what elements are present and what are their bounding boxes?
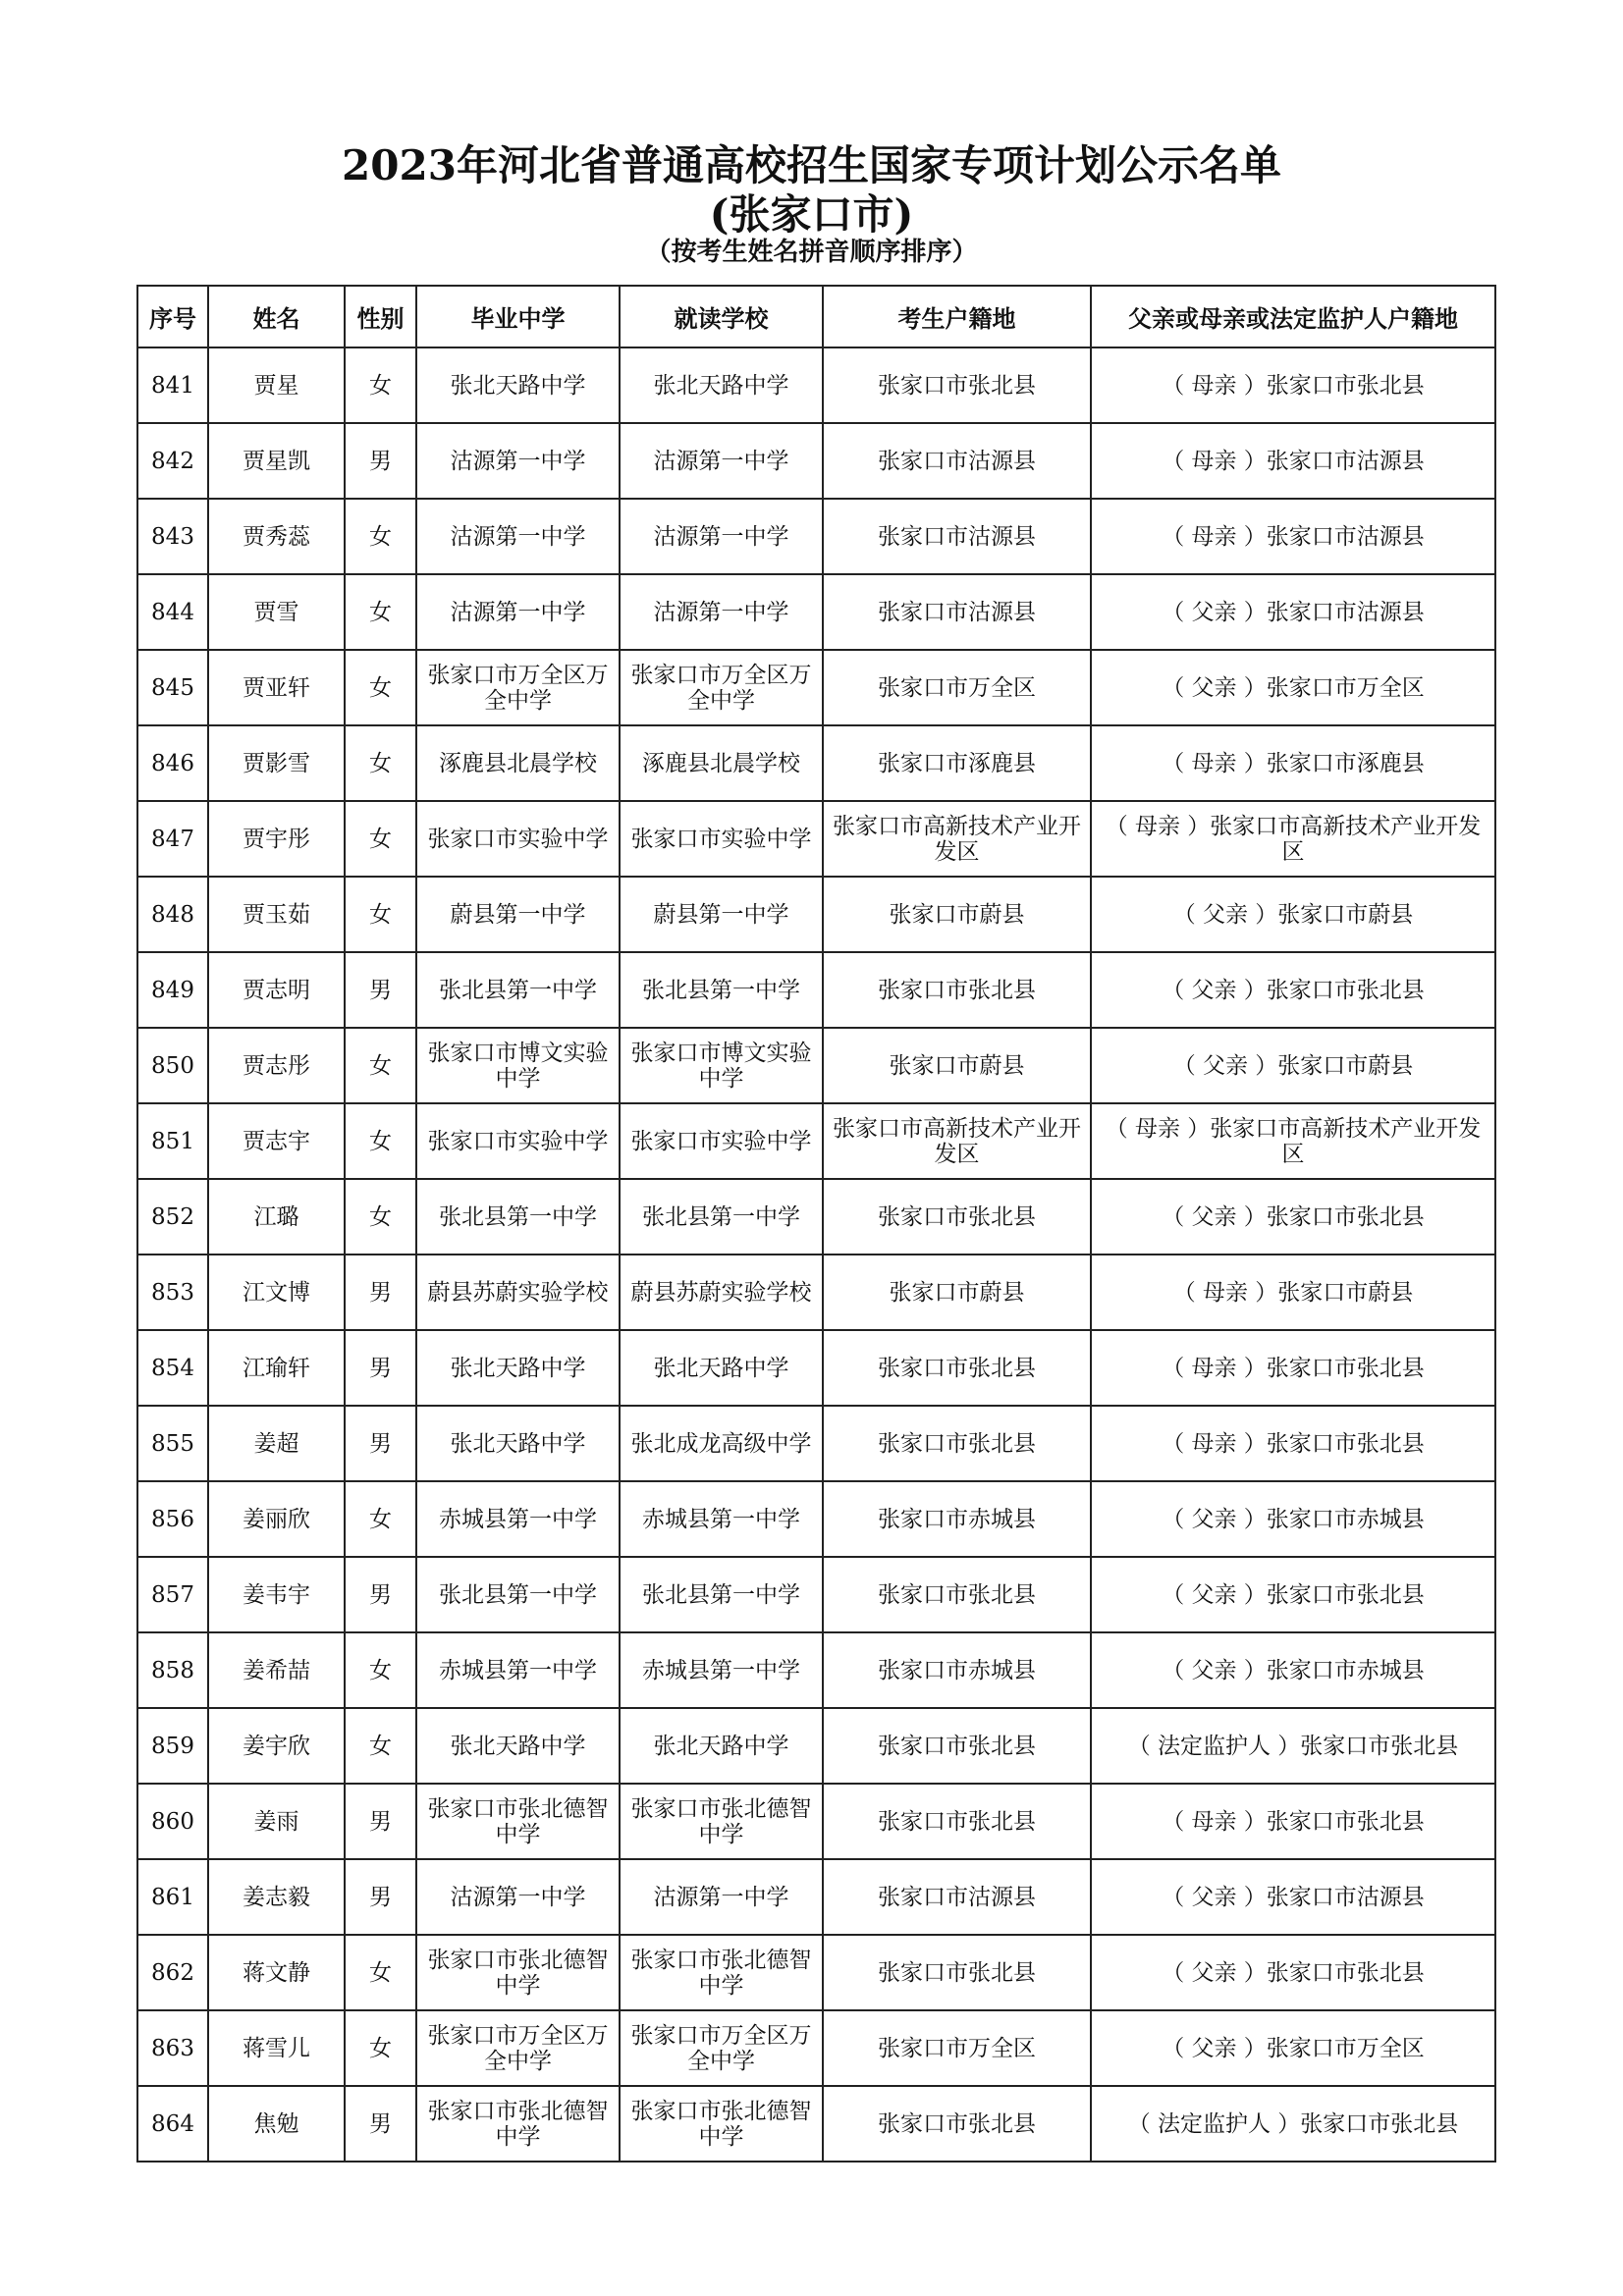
cell-student-household: 张家口市张北县 [823,952,1091,1028]
cell-serial-number: 850 [137,1028,208,1103]
cell-current-school: 张北县第一中学 [620,1179,823,1255]
sort-note: （按考生姓名拼音顺序排序） [645,238,978,267]
cell-current-school: 张家口市万全区万全中学 [620,650,823,725]
cell-serial-number: 858 [137,1632,208,1708]
cell-student-household: 张家口市蔚县 [823,1028,1091,1103]
cell-student-name: 江瑜轩 [208,1330,345,1406]
column-header-current-school: 就读学校 [620,286,823,347]
table-row [137,499,1495,574]
cell-current-school: 张北天路中学 [620,1708,823,1784]
table-row [137,1481,1495,1557]
cell-student-household: 张家口市沽源县 [823,423,1091,499]
cell-student-name: 姜志毅 [208,1859,345,1935]
cell-guardian-household: （ 母亲 ）张家口市高新技术产业开发区 [1091,801,1495,877]
table-row [137,725,1495,801]
cell-graduation-school: 张家口市实验中学 [416,1103,620,1179]
cell-gender: 男 [345,2086,416,2162]
cell-student-household: 张家口市高新技术产业开发区 [823,801,1091,877]
cell-current-school: 蔚县苏蔚实验学校 [620,1255,823,1330]
table-row [137,2086,1495,2162]
cell-current-school: 张北县第一中学 [620,1557,823,1632]
cell-student-household: 张家口市张北县 [823,1708,1091,1784]
table-row [137,1708,1495,1784]
cell-gender: 女 [345,725,416,801]
cell-serial-number: 859 [137,1708,208,1784]
column-header-serial-number: 序号 [137,286,208,347]
cell-serial-number: 857 [137,1557,208,1632]
cell-serial-number: 847 [137,801,208,877]
cell-graduation-school: 张家口市万全区万全中学 [416,650,620,725]
cell-guardian-household: （ 母亲 ）张家口市张北县 [1091,1330,1495,1406]
cell-student-household: 张家口市涿鹿县 [823,725,1091,801]
table-row [137,1935,1495,2010]
cell-serial-number: 855 [137,1406,208,1481]
cell-student-household: 张家口市高新技术产业开发区 [823,1103,1091,1179]
cell-graduation-school: 张北县第一中学 [416,1557,620,1632]
cell-guardian-household: （ 父亲 ）张家口市张北县 [1091,1179,1495,1255]
cell-serial-number: 854 [137,1330,208,1406]
cell-serial-number: 842 [137,423,208,499]
cell-graduation-school: 蔚县苏蔚实验学校 [416,1255,620,1330]
cell-guardian-household: （ 父亲 ）张家口市张北县 [1091,1557,1495,1632]
cell-student-name: 贾星 [208,347,345,423]
cell-graduation-school: 赤城县第一中学 [416,1481,620,1557]
cell-serial-number: 846 [137,725,208,801]
cell-gender: 女 [345,1028,416,1103]
cell-guardian-household: （ 母亲 ）张家口市张北县 [1091,1406,1495,1481]
cell-student-name: 江璐 [208,1179,345,1255]
table-row [137,952,1495,1028]
cell-gender: 男 [345,1255,416,1330]
cell-graduation-school: 沽源第一中学 [416,574,620,650]
cell-graduation-school: 张家口市张北德智中学 [416,1784,620,1859]
table-row [137,1784,1495,1859]
cell-graduation-school: 沽源第一中学 [416,1859,620,1935]
cell-gender: 女 [345,1179,416,1255]
cell-graduation-school: 张家口市实验中学 [416,801,620,877]
cell-guardian-household: （ 母亲 ）张家口市张北县 [1091,1784,1495,1859]
cell-gender: 男 [345,952,416,1028]
cell-student-name: 江文博 [208,1255,345,1330]
cell-gender: 女 [345,1632,416,1708]
cell-student-household: 张家口市万全区 [823,2010,1091,2086]
cell-guardian-household: （ 父亲 ）张家口市蔚县 [1091,1028,1495,1103]
table-row [137,1103,1495,1179]
cell-graduation-school: 沽源第一中学 [416,423,620,499]
cell-student-household: 张家口市蔚县 [823,1255,1091,1330]
table-row [137,1406,1495,1481]
cell-guardian-household: （ 父亲 ）张家口市张北县 [1091,1935,1495,2010]
cell-current-school: 张家口市实验中学 [620,1103,823,1179]
cell-student-name: 姜宇欣 [208,1708,345,1784]
cell-student-household: 张家口市沽源县 [823,574,1091,650]
cell-student-name: 贾星凯 [208,423,345,499]
table-row [137,423,1495,499]
cell-gender: 男 [345,1784,416,1859]
cell-student-household: 张家口市张北县 [823,1557,1091,1632]
cell-serial-number: 852 [137,1179,208,1255]
cell-guardian-household: （ 父亲 ）张家口市万全区 [1091,2010,1495,2086]
cell-student-household: 张家口市张北县 [823,1784,1091,1859]
cell-graduation-school: 张家口市博文实验中学 [416,1028,620,1103]
cell-serial-number: 860 [137,1784,208,1859]
cell-graduation-school: 张北天路中学 [416,1708,620,1784]
cell-student-household: 张家口市张北县 [823,2086,1091,2162]
page-title: 2023年河北省普通高校招生国家专项计划公示名单 [342,141,1281,189]
cell-gender: 男 [345,423,416,499]
cell-gender: 女 [345,1103,416,1179]
cell-student-household: 张家口市沽源县 [823,1859,1091,1935]
table-row [137,1330,1495,1406]
column-header-student-name: 姓名 [208,286,345,347]
cell-guardian-household: （ 父亲 ）张家口市张北县 [1091,952,1495,1028]
cell-student-name: 贾志明 [208,952,345,1028]
cell-student-name: 姜雨 [208,1784,345,1859]
cell-graduation-school: 张北县第一中学 [416,952,620,1028]
table-row [137,1632,1495,1708]
cell-current-school: 张北天路中学 [620,347,823,423]
cell-serial-number: 864 [137,2086,208,2162]
cell-student-household: 张家口市张北县 [823,1330,1091,1406]
cell-graduation-school: 张家口市张北德智中学 [416,2086,620,2162]
cell-serial-number: 856 [137,1481,208,1557]
cell-graduation-school: 张北天路中学 [416,1330,620,1406]
cell-current-school: 张家口市博文实验中学 [620,1028,823,1103]
cell-serial-number: 841 [137,347,208,423]
cell-student-name: 姜超 [208,1406,345,1481]
cell-guardian-household: （ 法定监护人 ）张家口市张北县 [1091,1708,1495,1784]
cell-student-household: 张家口市张北县 [823,347,1091,423]
page-subtitle: (张家口市) [709,190,914,239]
cell-guardian-household: （ 母亲 ）张家口市蔚县 [1091,1255,1495,1330]
cell-student-name: 贾雪 [208,574,345,650]
cell-serial-number: 861 [137,1859,208,1935]
cell-serial-number: 853 [137,1255,208,1330]
cell-student-name: 贾亚轩 [208,650,345,725]
cell-gender: 女 [345,877,416,952]
cell-current-school: 赤城县第一中学 [620,1632,823,1708]
cell-gender: 女 [345,347,416,423]
cell-guardian-household: （ 母亲 ）张家口市高新技术产业开发区 [1091,1103,1495,1179]
cell-guardian-household: （ 母亲 ）张家口市张北县 [1091,347,1495,423]
cell-current-school: 张北成龙高级中学 [620,1406,823,1481]
cell-student-household: 张家口市沽源县 [823,499,1091,574]
cell-guardian-household: （ 父亲 ）张家口市万全区 [1091,650,1495,725]
cell-guardian-household: （ 父亲 ）张家口市蔚县 [1091,877,1495,952]
cell-guardian-household: （ 父亲 ）张家口市沽源县 [1091,1859,1495,1935]
table-header-row [137,286,1495,347]
table-body [137,347,1495,2162]
cell-current-school: 张北县第一中学 [620,952,823,1028]
cell-guardian-household: （ 母亲 ）张家口市涿鹿县 [1091,725,1495,801]
cell-graduation-school: 赤城县第一中学 [416,1632,620,1708]
cell-student-name: 贾玉茹 [208,877,345,952]
cell-gender: 女 [345,801,416,877]
cell-student-household: 张家口市蔚县 [823,877,1091,952]
cell-student-household: 张家口市赤城县 [823,1481,1091,1557]
cell-graduation-school: 张家口市张北德智中学 [416,1935,620,2010]
column-header-guardian-household: 父亲或母亲或法定监护人户籍地 [1091,286,1495,347]
cell-current-school: 张家口市张北德智中学 [620,2086,823,2162]
cell-gender: 女 [345,499,416,574]
table-row [137,1028,1495,1103]
cell-gender: 男 [345,1406,416,1481]
cell-gender: 女 [345,2010,416,2086]
cell-gender: 男 [345,1859,416,1935]
cell-student-household: 张家口市万全区 [823,650,1091,725]
cell-guardian-household: （ 父亲 ）张家口市赤城县 [1091,1481,1495,1557]
cell-student-name: 姜韦宇 [208,1557,345,1632]
cell-serial-number: 844 [137,574,208,650]
cell-graduation-school: 张北县第一中学 [416,1179,620,1255]
cell-student-household: 张家口市赤城县 [823,1632,1091,1708]
table-row [137,1557,1495,1632]
cell-student-name: 贾秀蕊 [208,499,345,574]
table-row [137,2010,1495,2086]
cell-student-name: 蒋雪儿 [208,2010,345,2086]
column-header-gender: 性别 [345,286,416,347]
cell-serial-number: 862 [137,1935,208,2010]
cell-current-school: 沽源第一中学 [620,499,823,574]
cell-gender: 男 [345,1557,416,1632]
cell-gender: 女 [345,1935,416,2010]
table-row [137,1859,1495,1935]
cell-serial-number: 848 [137,877,208,952]
cell-serial-number: 843 [137,499,208,574]
cell-current-school: 蔚县第一中学 [620,877,823,952]
column-header-graduation-school: 毕业中学 [416,286,620,347]
cell-student-household: 张家口市张北县 [823,1406,1091,1481]
cell-current-school: 张家口市万全区万全中学 [620,2010,823,2086]
cell-gender: 男 [345,1330,416,1406]
cell-guardian-household: （ 法定监护人 ）张家口市张北县 [1091,2086,1495,2162]
cell-current-school: 赤城县第一中学 [620,1481,823,1557]
cell-student-household: 张家口市张北县 [823,1935,1091,2010]
cell-serial-number: 863 [137,2010,208,2086]
table-row [137,801,1495,877]
cell-current-school: 沽源第一中学 [620,574,823,650]
cell-graduation-school: 张北天路中学 [416,347,620,423]
cell-gender: 女 [345,650,416,725]
column-header-student-household: 考生户籍地 [823,286,1091,347]
cell-guardian-household: （ 父亲 ）张家口市沽源县 [1091,574,1495,650]
cell-gender: 女 [345,1708,416,1784]
table-row [137,574,1495,650]
cell-current-school: 沽源第一中学 [620,423,823,499]
cell-serial-number: 851 [137,1103,208,1179]
table-row [137,1179,1495,1255]
cell-current-school: 张家口市张北德智中学 [620,1784,823,1859]
cell-graduation-school: 涿鹿县北晨学校 [416,725,620,801]
roster-table [136,285,1496,2163]
cell-guardian-household: （ 母亲 ）张家口市沽源县 [1091,423,1495,499]
cell-serial-number: 845 [137,650,208,725]
cell-graduation-school: 张北天路中学 [416,1406,620,1481]
cell-gender: 女 [345,1481,416,1557]
table-row [137,1255,1495,1330]
cell-student-name: 贾影雪 [208,725,345,801]
table-row [137,650,1495,725]
table-row [137,877,1495,952]
table-row [137,347,1495,423]
cell-current-school: 涿鹿县北晨学校 [620,725,823,801]
cell-student-name: 蒋文静 [208,1935,345,2010]
cell-current-school: 张家口市张北德智中学 [620,1935,823,2010]
cell-current-school: 张家口市实验中学 [620,801,823,877]
cell-student-name: 贾宇彤 [208,801,345,877]
cell-current-school: 沽源第一中学 [620,1859,823,1935]
cell-graduation-school: 蔚县第一中学 [416,877,620,952]
cell-current-school: 张北天路中学 [620,1330,823,1406]
cell-gender: 女 [345,574,416,650]
cell-student-name: 姜希喆 [208,1632,345,1708]
cell-student-name: 贾志宇 [208,1103,345,1179]
cell-student-household: 张家口市张北县 [823,1179,1091,1255]
cell-graduation-school: 沽源第一中学 [416,499,620,574]
cell-student-name: 贾志彤 [208,1028,345,1103]
cell-guardian-household: （ 母亲 ）张家口市沽源县 [1091,499,1495,574]
cell-student-name: 焦勉 [208,2086,345,2162]
cell-student-name: 姜丽欣 [208,1481,345,1557]
cell-serial-number: 849 [137,952,208,1028]
cell-graduation-school: 张家口市万全区万全中学 [416,2010,620,2086]
cell-guardian-household: （ 父亲 ）张家口市赤城县 [1091,1632,1495,1708]
